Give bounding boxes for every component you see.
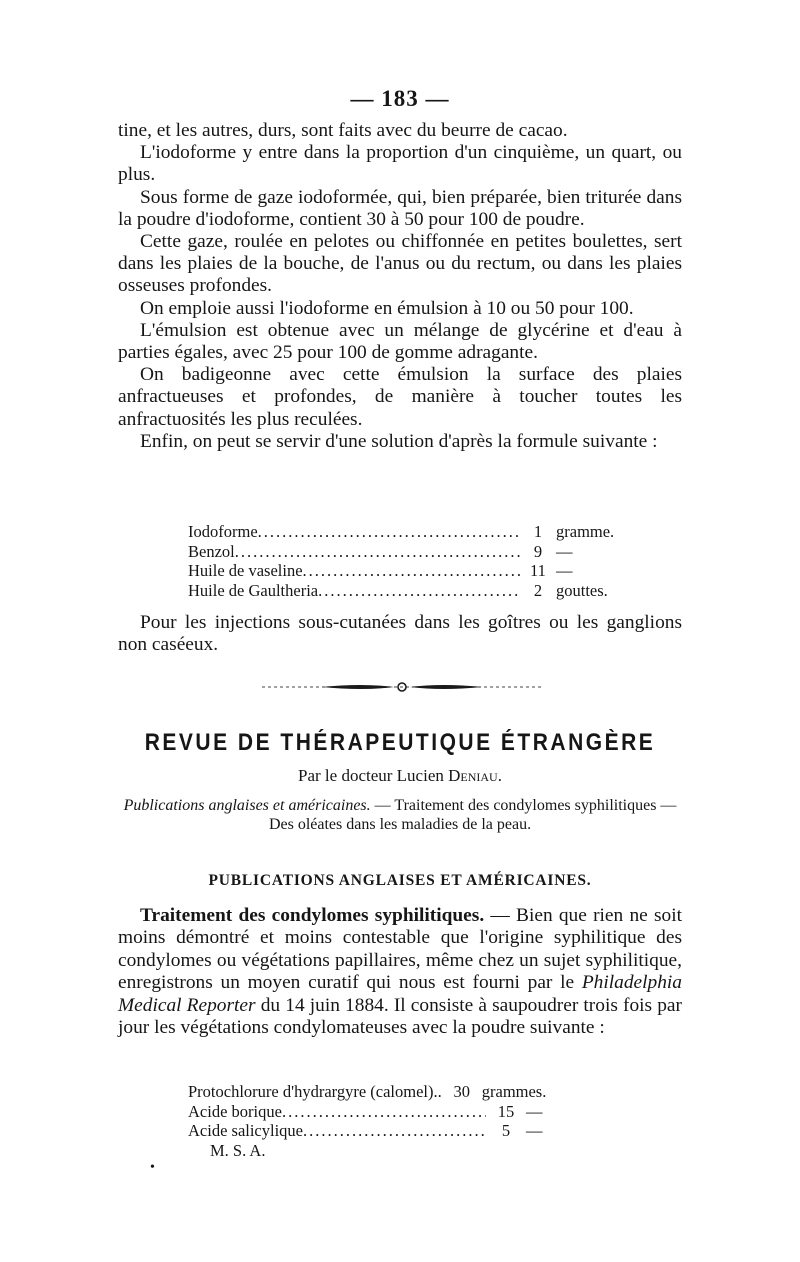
ingredient-name: Huile de vaseline [188, 561, 303, 580]
article-lead: Traitement des condylomes syphilitiques. [140, 905, 485, 926]
paragraph: Sous forme de gaze iodoformée, qui, bien préparée, bien triturée dans la poudre d'iodoforme, contient 30 à 50 pour 100 de poudre. [118, 186, 682, 230]
paragraph: Cette gaze, roulée en pelotes ou chiffonnée en petites boulettes, sert dans les plaies de la bouche, de l'anus ou du rectum, ou dans les plaies osseuses profondes. [118, 231, 682, 297]
ingredient-name: Iodoforme [188, 522, 258, 541]
formula-row [188, 1102, 618, 1122]
article-text-1: — Bien que rien ne soit moins démontré et moins contestable que l'origine syphilitique des condylomes ou végétations papillaires, même chez un sujet syphilitique, enregistrons un moyen curatif qui nous est fourni par le [118, 905, 682, 994]
ingredient-unit: — [526, 1121, 543, 1140]
ornament-divider [262, 680, 542, 694]
ingredient-unit: gouttes. [556, 580, 608, 600]
section-title: REVUE DE THÉRAPEUTIQUE ÉTRANGÈRE [144, 729, 656, 756]
formula-row [188, 1082, 618, 1102]
ingredient-name: Acide salicylique [188, 1121, 304, 1140]
stray-mark: • [150, 1160, 155, 1175]
formula-row [188, 581, 648, 601]
ingredient-unit: grammes. [481, 1082, 547, 1101]
ingredient-name: Protochlorure d'hydrargyre (calomel).. [188, 1082, 442, 1101]
paragraph: Enfin, on peut se servir d'une solution d'après la formule suivante : [140, 430, 658, 452]
ingredient-qty: 11 [530, 561, 546, 580]
formula-row [188, 561, 648, 581]
byline-author: Deniau. [448, 766, 502, 785]
page-number: — 183 — [350, 86, 450, 111]
paragraph: On badigeonne avec cette émulsion la surface des plaies anfractueuses et profondes, de manière à toucher toutes les anfractuosités les plus reculées. [118, 364, 682, 430]
body-text-after-formula [118, 612, 682, 656]
article-paragraph [118, 905, 682, 1039]
ingredient-unit: — [526, 1101, 543, 1121]
ingredient-name: Huile de Gaultheria [188, 580, 319, 600]
formula-row [188, 522, 648, 542]
ingredient-unit: — [556, 561, 573, 580]
ingredient-name: Acide borique [188, 1101, 282, 1121]
byline [0, 766, 800, 786]
subsection-title: PUBLICATIONS ANGLAISES ET AMÉRICAINES. [208, 872, 592, 889]
byline-prefix: Par le docteur Lucien [298, 766, 444, 785]
ingredient-qty: 15 [497, 1101, 515, 1121]
ingredient-qty: 2 [533, 580, 543, 600]
summary-rest: — Traitement des condylomes syphilitiques — Des oléates dans les maladies de la peau. [268, 797, 677, 833]
paragraph: On emploie aussi l'iodoforme en émulsion à 10 ou 50 pour 100. [140, 297, 634, 319]
paragraph: Pour les injections sous-cutanées dans les goîtres ou les ganglions non caséeux. [118, 612, 682, 656]
ingredient-name: Benzol [188, 541, 235, 561]
formula-row [188, 542, 648, 562]
body-text-top [118, 120, 682, 453]
section-summary [118, 797, 682, 834]
formula-sig [188, 1141, 618, 1161]
ingredient-qty: 30 [453, 1082, 470, 1101]
formula-sig-text: M. S. A. [210, 1140, 266, 1160]
paragraph: L'iodoforme y entre dans la proportion d'un cinquième, un quart, ou plus. [118, 142, 682, 186]
paragraph: tine, et les autres, durs, sont faits avec du beurre de cacao. [118, 120, 568, 141]
formula-table-2 [188, 1082, 618, 1160]
article-text [118, 905, 682, 1039]
ingredient-unit: gramme. [556, 522, 615, 541]
ingredient-qty: 1 [533, 522, 543, 541]
paragraph: L'émulsion est obtenue avec un mélange de glycérine et d'eau à parties égales, avec 25 pour 100 de gomme adragante. [118, 319, 682, 364]
ingredient-qty: 9 [533, 541, 543, 561]
article-text-2: du 14 juin 1884. Il consiste à saupoudrer trois fois par jour les végétations condylomateuses avec la poudre suivante : [118, 994, 682, 1039]
ingredient-qty: 5 [501, 1121, 511, 1140]
formula-row [188, 1121, 618, 1141]
ingredient-unit: — [556, 541, 573, 561]
formula-table-1 [188, 522, 648, 600]
journal-name: Philadelphia Medical Reporter [118, 972, 682, 1016]
summary-italic: Publications anglaises et américaines. [123, 797, 371, 814]
